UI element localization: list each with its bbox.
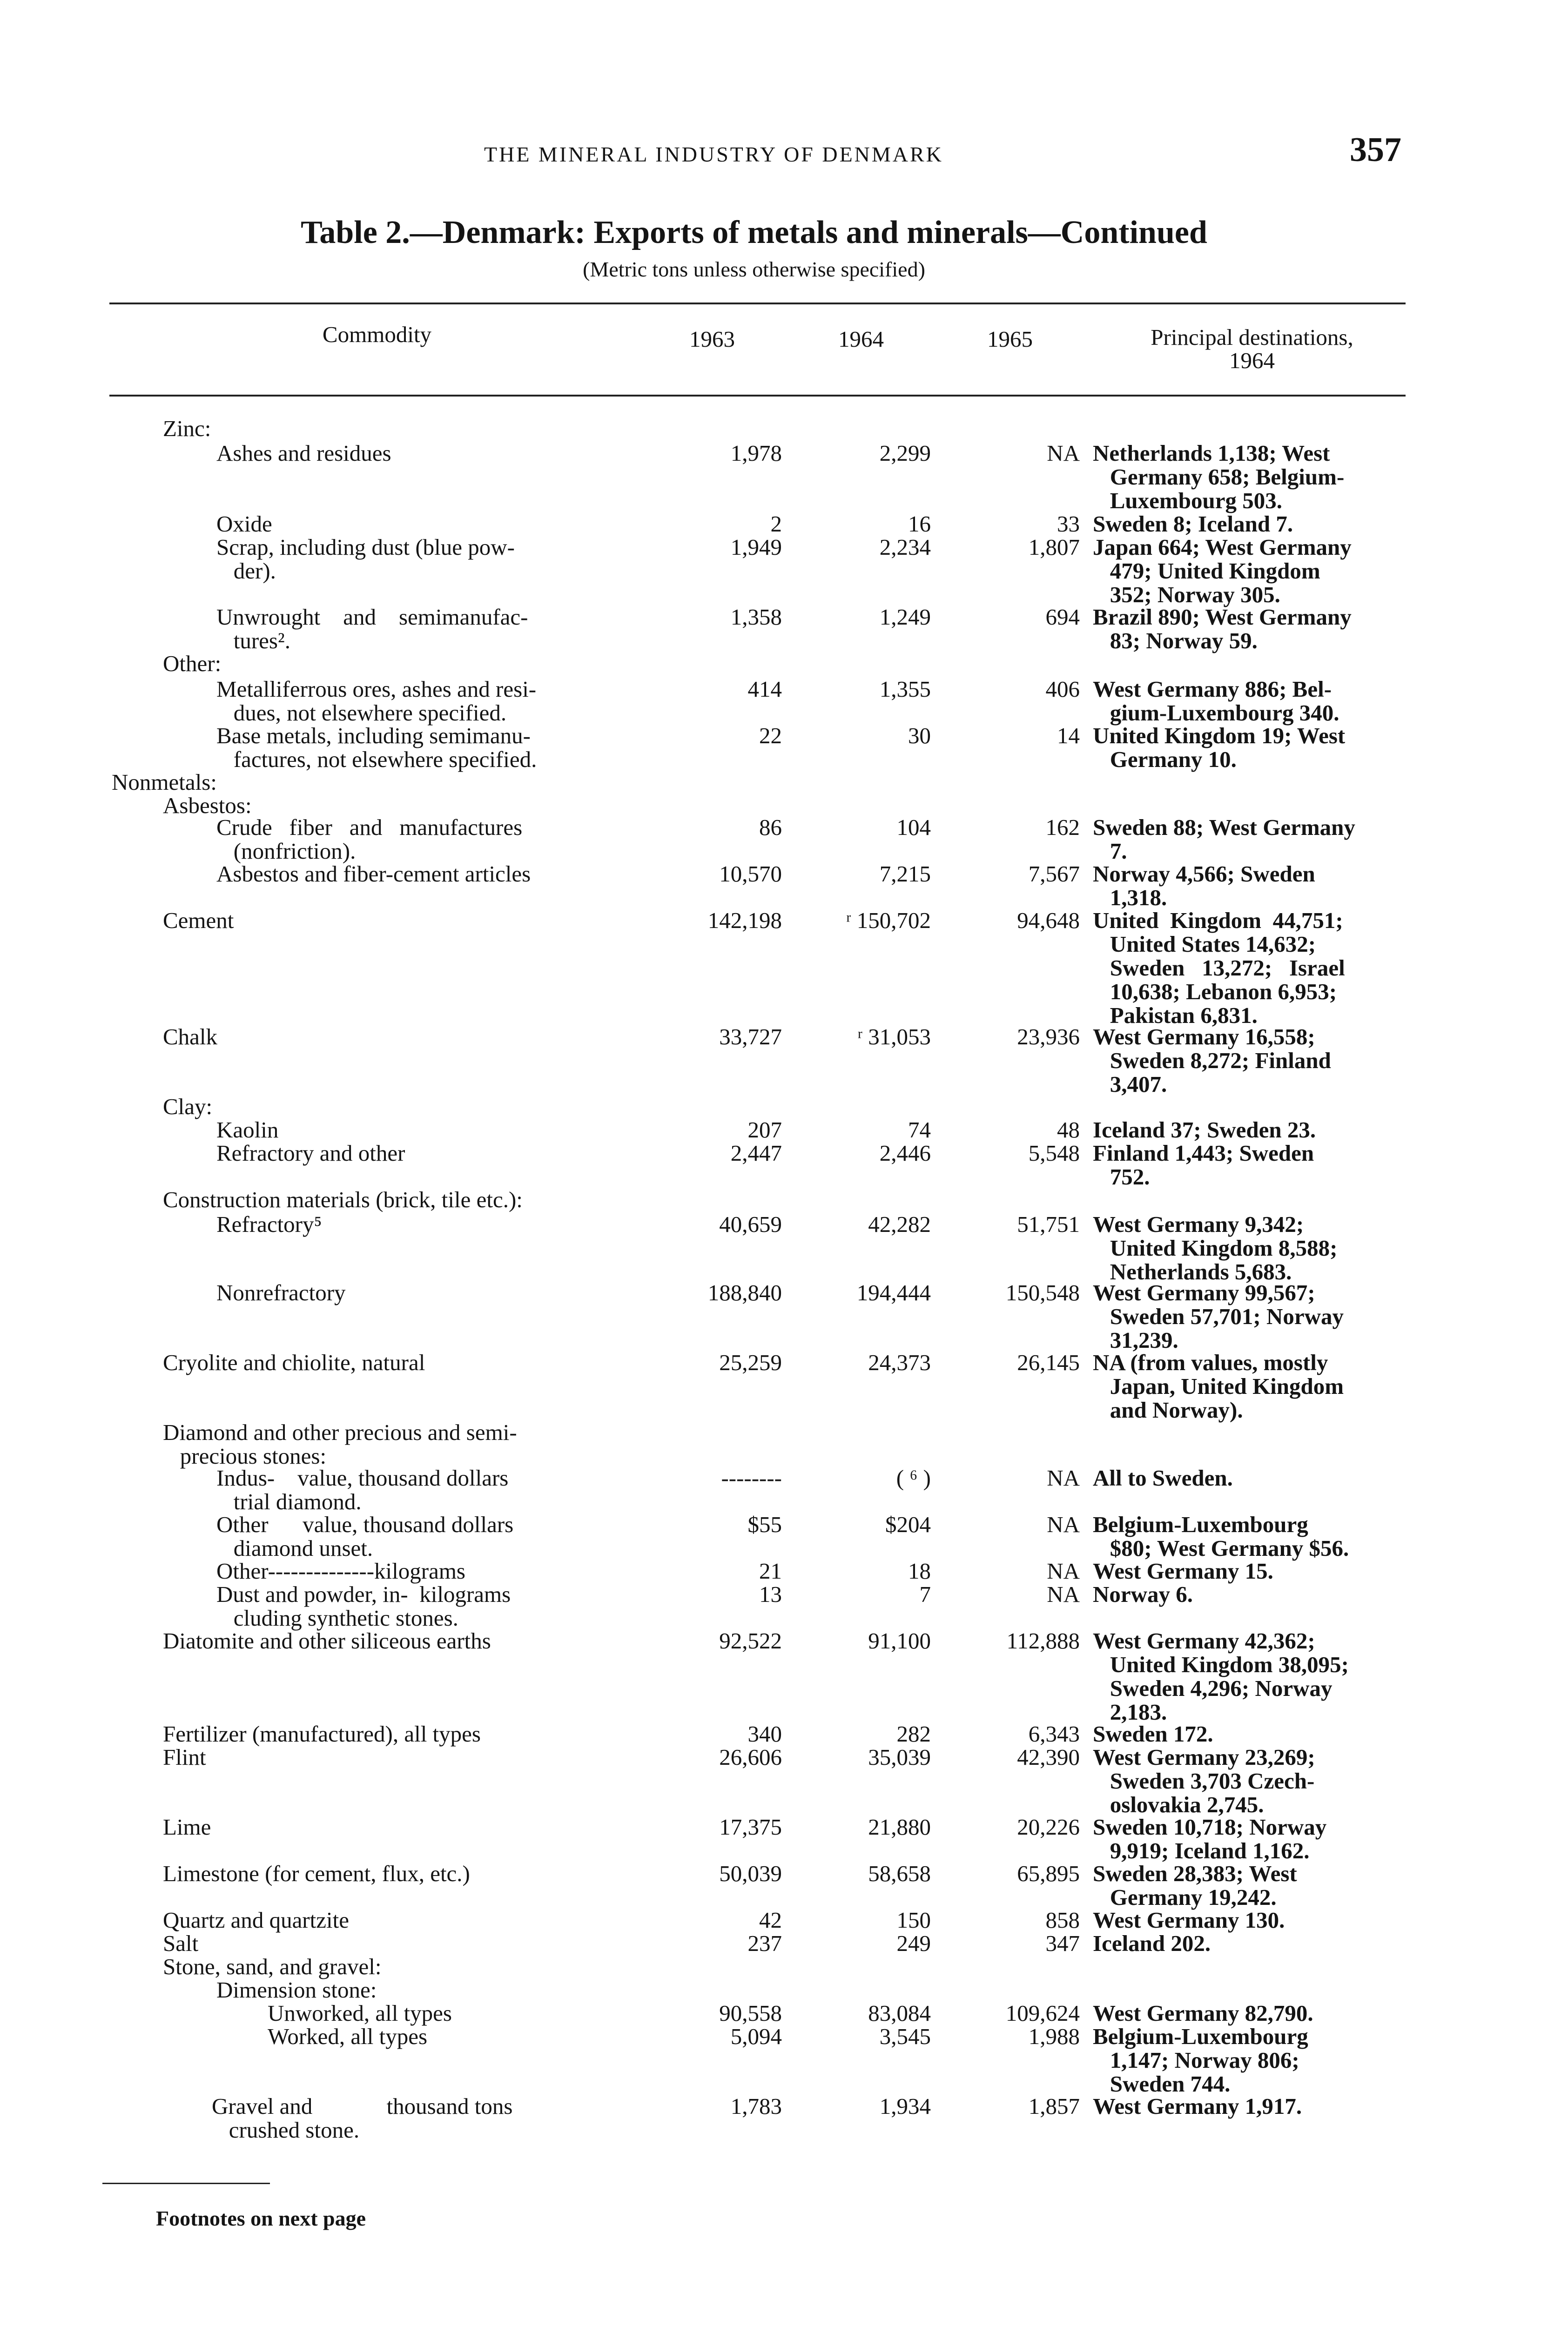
commodity-cell: Other:	[163, 651, 222, 676]
commodity-cell: Construction materials (brick, tile etc.):	[163, 1187, 523, 1212]
value-1964-cell: 74	[908, 1117, 931, 1143]
commodity-cell: Dust and powder, in- kilograms cluding synthetic stones.	[216, 1581, 511, 1631]
value-1963-cell: 13	[759, 1581, 782, 1607]
value-1965-cell: 162	[1045, 814, 1080, 840]
value-1963-cell: 340	[747, 1721, 782, 1747]
column-header-destinations: Principal destinations, 1964	[1151, 324, 1353, 373]
value-1964-cell: 7	[919, 1581, 931, 1607]
value-1964-cell: 30	[908, 723, 931, 748]
value-1963-cell: 1,978	[730, 440, 782, 466]
table-row	[0, 676, 1568, 726]
table-row	[0, 1581, 1568, 1631]
destinations-cell: Iceland 202.	[1093, 1930, 1211, 1956]
table-row	[0, 2093, 1568, 2143]
value-1964-cell: 2,446	[879, 1140, 931, 1166]
commodity-cell: Base metals, including semimanu- factures, not elsewhere specified.	[216, 723, 537, 772]
commodity-cell: Nonmetals:	[112, 769, 217, 795]
column-header-1963: 1963	[689, 326, 735, 352]
table-row	[0, 2024, 1568, 2097]
commodity-cell: Diatomite and other siliceous earths	[163, 1628, 491, 1654]
value-1963-cell: 2,447	[730, 1140, 782, 1166]
table-row	[0, 1140, 1568, 1190]
destinations-cell: Japan 664; West Germany 479; United Kingdom 352; Norway 305.	[1093, 534, 1352, 607]
commodity-cell: Crude fiber and manufactures (nonfriction).	[216, 814, 523, 864]
commodity-cell: Zinc:	[163, 416, 211, 441]
destinations-cell: Sweden 172.	[1093, 1721, 1213, 1747]
commodity-cell: Indus- value, thousand dollars trial diamond.	[216, 1465, 509, 1514]
table-row	[0, 440, 1568, 513]
destinations-cell: West Germany 886; Bel- gium-Luxembourg 340.	[1093, 676, 1339, 726]
value-1965-cell: NA	[1047, 1512, 1080, 1537]
value-1965-cell: 7,567	[1028, 861, 1080, 887]
value-1965-cell: 33	[1057, 511, 1080, 537]
destinations-cell: Norway 4,566; Sweden 1,318.	[1093, 861, 1315, 910]
destinations-cell: Brazil 890; West Germany 83; Norway 59.	[1093, 604, 1352, 653]
commodity-cell: Stone, sand, and gravel:	[163, 1954, 382, 1979]
destinations-cell: West Germany 16,558; Sweden 8,272; Finland 3,407.	[1093, 1024, 1331, 1097]
commodity-cell: Unworked, all types	[268, 2000, 452, 2026]
value-1964-cell: 7,215	[879, 861, 931, 887]
destinations-cell: United Kingdom 19; West Germany 10.	[1093, 723, 1346, 772]
value-1964-cell: ( ⁶ )	[896, 1465, 931, 1491]
value-1964-cell: 1,249	[879, 604, 931, 630]
destinations-cell: Sweden 88; West Germany 7.	[1093, 814, 1355, 864]
commodity-cell: Cement	[163, 908, 234, 933]
commodity-cell: Other--------------kilograms	[216, 1558, 466, 1584]
value-1964-cell: 1,934	[879, 2093, 931, 2119]
value-1965-cell: 42,390	[1017, 1744, 1080, 1770]
table-row	[0, 814, 1568, 864]
value-1963-cell: 17,375	[719, 1814, 782, 1840]
value-1964-cell: 1,355	[879, 676, 931, 702]
table-row	[0, 723, 1568, 772]
value-1965-cell: NA	[1047, 1465, 1080, 1491]
value-1964-cell: 249	[896, 1930, 931, 1956]
destinations-cell: West Germany 1,917.	[1093, 2093, 1302, 2119]
value-1965-cell: 23,936	[1017, 1024, 1080, 1049]
table-title: Table 2.—Denmark: Exports of metals and minerals—Continued	[301, 215, 1207, 250]
commodity-cell: Oxide	[216, 511, 272, 537]
destinations-cell: West Germany 42,362; United Kingdom 38,095; Sweden 4,296; Norway 2,183.	[1093, 1628, 1349, 1725]
table-row	[0, 1814, 1568, 1863]
value-1963-cell: 5,094	[730, 2024, 782, 2049]
destinations-cell: West Germany 99,567; Sweden 57,701; Norway 31,239.	[1093, 1280, 1344, 1353]
commodity-cell: Other value, thousand dollars diamond unset.	[216, 1512, 514, 1561]
column-header-1965: 1965	[987, 326, 1033, 352]
value-1964-cell: 42,282	[868, 1211, 931, 1237]
table-row	[0, 1465, 1568, 1514]
value-1965-cell: 20,226	[1017, 1814, 1080, 1840]
value-1963-cell: 237	[747, 1930, 782, 1956]
column-header-1964: 1964	[838, 326, 884, 352]
destinations-cell: Netherlands 1,138; West Germany 658; Belgium- Luxembourg 503.	[1093, 440, 1345, 513]
commodity-cell: Quartz and quartzite	[163, 1907, 349, 1933]
destinations-cell: West Germany 82,790.	[1093, 2000, 1313, 2026]
running-head: THE MINERAL INDUSTRY OF DENMARK	[484, 142, 943, 166]
table-subtitle: (Metric tons unless otherwise specified)	[583, 257, 925, 281]
value-1965-cell: 65,895	[1017, 1861, 1080, 1886]
footnote-rule	[102, 2183, 270, 2184]
value-1965-cell: 6,343	[1028, 1721, 1080, 1747]
destinations-cell: West Germany 130.	[1093, 1907, 1285, 1933]
destinations-cell: Sweden 28,383; West Germany 19,242.	[1093, 1861, 1297, 1910]
value-1965-cell: 406	[1045, 676, 1080, 702]
destinations-cell: Belgium-Luxembourg $80; West Germany $56.	[1093, 1512, 1349, 1561]
value-1964-cell: 24,373	[868, 1350, 931, 1375]
value-1963-cell: 33,727	[719, 1024, 782, 1049]
value-1965-cell: 112,888	[1006, 1628, 1080, 1654]
value-1965-cell: 1,988	[1028, 2024, 1080, 2049]
value-1963-cell: $55	[747, 1512, 782, 1537]
commodity-cell: Asbestos and fiber-cement articles	[216, 861, 531, 887]
table-row	[0, 1280, 1568, 1353]
destinations-cell: West Germany 23,269; Sweden 3,703 Czech- oslovakia 2,745.	[1093, 1744, 1315, 1817]
value-1964-cell: $204	[885, 1512, 931, 1537]
value-1965-cell: NA	[1047, 440, 1080, 466]
value-1963-cell: --------	[721, 1465, 782, 1491]
value-1964-cell: 83,084	[868, 2000, 931, 2026]
commodity-cell: Dimension stone:	[216, 1977, 377, 2003]
value-1963-cell: 22	[759, 723, 782, 748]
value-1963-cell: 1,358	[730, 604, 782, 630]
table-row	[0, 1744, 1568, 1817]
commodity-cell: Scrap, including dust (blue pow- der).	[216, 534, 515, 584]
value-1963-cell: 90,558	[719, 2000, 782, 2026]
commodity-cell: Ashes and residues	[216, 440, 391, 466]
value-1964-cell: 35,039	[868, 1744, 931, 1770]
table-row	[0, 861, 1568, 910]
value-1963-cell: 40,659	[719, 1211, 782, 1237]
value-1965-cell: 694	[1045, 604, 1080, 630]
table-row	[0, 534, 1568, 607]
table-row	[0, 1861, 1568, 1910]
value-1964-cell: 3,545	[879, 2024, 931, 2049]
commodity-cell: Gravel and thousand tons crushed stone.	[212, 2093, 513, 2143]
commodity-cell: Cryolite and chiolite, natural	[163, 1350, 425, 1375]
value-1964-cell: 282	[896, 1721, 931, 1747]
column-header-commodity: Commodity	[322, 322, 432, 347]
destinations-cell: Belgium-Luxembourg 1,147; Norway 806; Sweden 744.	[1093, 2024, 1308, 2097]
value-1963-cell: 10,570	[719, 861, 782, 887]
value-1963-cell: 188,840	[707, 1280, 782, 1305]
value-1965-cell: 1,807	[1028, 534, 1080, 560]
value-1963-cell: 414	[747, 676, 782, 702]
table-top-rule	[109, 303, 1406, 304]
value-1964-cell: 91,100	[868, 1628, 931, 1654]
destinations-cell: West Germany 9,342; United Kingdom 8,588; Netherlands 5,683.	[1093, 1211, 1338, 1285]
value-1964-cell: 2,234	[879, 534, 931, 560]
value-1963-cell: 1,783	[730, 2093, 782, 2119]
value-1965-cell: 51,751	[1017, 1211, 1080, 1237]
table-row	[0, 1024, 1568, 1097]
commodity-cell: Unwrought and semimanufac- tures².	[216, 604, 528, 653]
value-1963-cell: 92,522	[719, 1628, 782, 1654]
destinations-cell: NA (from values, mostly Japan, United Kingdom and Norway).	[1093, 1350, 1344, 1423]
destinations-cell: Norway 6.	[1093, 1581, 1193, 1607]
value-1965-cell: 5,548	[1028, 1140, 1080, 1166]
table-row	[0, 1628, 1568, 1725]
value-1963-cell: 86	[759, 814, 782, 840]
destinations-cell: Sweden 8; Iceland 7.	[1093, 511, 1293, 537]
value-1963-cell: 26,606	[719, 1744, 782, 1770]
commodity-cell: Worked, all types	[268, 2024, 428, 2049]
table-row	[0, 1512, 1568, 1561]
value-1965-cell: NA	[1047, 1558, 1080, 1584]
value-1963-cell: 142,198	[707, 908, 782, 933]
value-1965-cell: 94,648	[1017, 908, 1080, 933]
footnote-note: Footnotes on next page	[156, 2206, 366, 2230]
value-1963-cell: 1,949	[730, 534, 782, 560]
destinations-cell: United Kingdom 44,751; United States 14,632; Sweden 13,272; Israel 10,638; Lebanon 6,953; Pakistan 6,831.	[1093, 908, 1345, 1028]
commodity-cell: Limestone (for cement, flux, etc.)	[163, 1861, 470, 1886]
value-1963-cell: 2	[770, 511, 782, 537]
value-1965-cell: 150,548	[1005, 1280, 1080, 1305]
value-1965-cell: 26,145	[1017, 1350, 1080, 1375]
table-row	[0, 1419, 1568, 1469]
value-1963-cell: 21	[759, 1558, 782, 1584]
commodity-cell: Metalliferrous ores, ashes and resi- dues, not elsewhere specified.	[216, 676, 537, 726]
commodity-cell: Refractory⁵	[216, 1211, 322, 1237]
table-row	[0, 1350, 1568, 1423]
value-1965-cell: NA	[1047, 1581, 1080, 1607]
value-1964-cell: 18	[908, 1558, 931, 1584]
destinations-cell: Iceland 37; Sweden 23.	[1093, 1117, 1316, 1143]
destinations-cell: All to Sweden.	[1093, 1465, 1233, 1491]
value-1965-cell: 1,857	[1028, 2093, 1080, 2119]
table-row	[0, 908, 1568, 1028]
table-row	[0, 604, 1568, 653]
value-1964-cell: 194,444	[856, 1280, 931, 1305]
value-1965-cell: 48	[1057, 1117, 1080, 1143]
value-1964-cell: ʳ 150,702	[846, 908, 931, 933]
commodity-cell: Asbestos:	[163, 793, 252, 818]
value-1964-cell: 21,880	[868, 1814, 931, 1840]
commodity-cell: Chalk	[163, 1024, 218, 1049]
value-1963-cell: 42	[759, 1907, 782, 1933]
value-1965-cell: 109,624	[1005, 2000, 1080, 2026]
page-number: 357	[1350, 131, 1401, 169]
value-1964-cell: 104	[896, 814, 931, 840]
commodity-cell: Fertilizer (manufactured), all types	[163, 1721, 481, 1747]
value-1963-cell: 207	[747, 1117, 782, 1143]
table-row	[0, 1211, 1568, 1285]
value-1965-cell: 347	[1045, 1930, 1080, 1956]
destinations-cell: West Germany 15.	[1093, 1558, 1273, 1584]
value-1964-cell: 58,658	[868, 1861, 931, 1886]
value-1965-cell: 14	[1057, 723, 1080, 748]
value-1964-cell: 16	[908, 511, 931, 537]
value-1963-cell: 50,039	[719, 1861, 782, 1886]
table-header-rule	[109, 395, 1406, 397]
commodity-cell: Diamond and other precious and semi- precious stones:	[163, 1419, 517, 1469]
commodity-cell: Refractory and other	[216, 1140, 405, 1166]
value-1964-cell: ʳ 31,053	[857, 1024, 931, 1049]
value-1964-cell: 2,299	[879, 440, 931, 466]
commodity-cell: Nonrefractory	[216, 1280, 346, 1305]
destinations-cell: Finland 1,443; Sweden 752.	[1093, 1140, 1314, 1190]
value-1965-cell: 858	[1045, 1907, 1080, 1933]
commodity-cell: Flint	[163, 1744, 206, 1770]
commodity-cell: Salt	[163, 1930, 199, 1956]
commodity-cell: Lime	[163, 1814, 211, 1840]
commodity-cell: Kaolin	[216, 1117, 279, 1143]
destinations-cell: Sweden 10,718; Norway 9,919; Iceland 1,162.	[1093, 1814, 1327, 1863]
value-1964-cell: 150	[896, 1907, 931, 1933]
value-1963-cell: 25,259	[719, 1350, 782, 1375]
commodity-cell: Clay:	[163, 1094, 213, 1119]
